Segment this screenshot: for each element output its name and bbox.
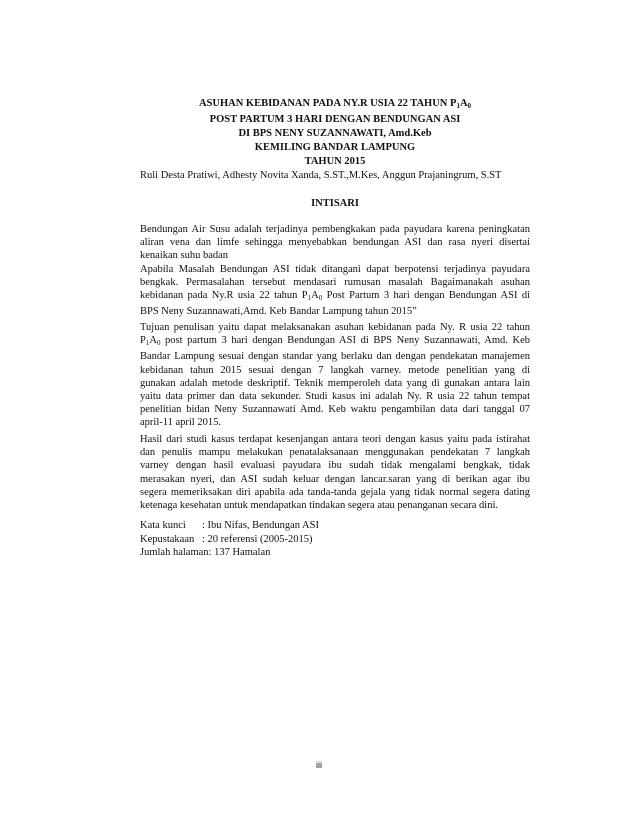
text-line: Hasil dari studi kasus terdapat kesenjangan antara teori dengan kasus yaitu pada istirahat	[140, 434, 530, 445]
text-line: varney dengan hasil evaluasi payudara ibu sudah tidak mengalami bengkak, tidak	[140, 460, 530, 472]
section-heading: INTISARI	[311, 198, 359, 209]
keywords-block	[140, 519, 319, 560]
abstract-paragraph-2	[140, 321, 530, 430]
text-line: yaitu data primer dan data sekunder. Studi kasus ini adalah Ny. R usia 22 tahun tempat	[140, 391, 530, 403]
keyword-row	[140, 519, 319, 533]
keyword-value: : Ibu Nifas, Bendungan ASI	[202, 520, 319, 531]
text-line: penelitian bidan Neny Suzannawati Amd. Keb waktu pengambilan data dari tanggal 07	[140, 404, 530, 416]
text-line: BPS Neny Suzannawati,Amd. Keb Bandar Lampung tahun 2015”	[140, 306, 417, 318]
title-line-1: ASUHAN KEBIDANAN PADA NY.R USIA 22 TAHUN $P_1A_0$	[198, 98, 472, 110]
title-line-4: KEMILING BANDAR LAMPUNG	[254, 142, 416, 153]
keyword-value: : 20 referensi (2005-2015)	[202, 533, 313, 545]
text-line: $P_1A_0$ post partum 3 hari dengan Bendungan ASI di BPS Neny Suzannawati, Amd. Keb	[140, 335, 530, 348]
page-number: iii	[316, 760, 322, 770]
keyword-value: 137 Hamalan	[211, 547, 271, 558]
abstract-paragraph-1	[140, 223, 530, 318]
abstract-paragraph-3	[140, 433, 530, 512]
text-line: kenaikan suhu badan	[140, 250, 229, 262]
text-line: dan penulis mampu melakukan penatalaksanaan menggunakan pendekatan 7 langkah	[140, 447, 530, 459]
text-line: aliran vena dan limfe sehingga menyebabkan bendungan ASI dan rasa nyeri disertai	[140, 237, 530, 249]
text-line: Tujuan penulisan yaitu dapat melaksanakan asuhan kebidanan pada Ny. R usia 22 tahun	[140, 322, 530, 333]
text-line: Apabila Masalah Bendungan ASI tidak ditangani dapat berpotensi terjadinya payudara	[140, 263, 530, 275]
keyword-label: Jumlah halaman:	[140, 547, 212, 558]
title-line-2: POST PARTUM 3 HARI DENGAN BENDUNGAN ASI	[209, 114, 461, 125]
title-line-3: DI BPS NENY SUZANNAWATI, Amd.Keb	[238, 128, 432, 139]
keyword-label: Kepustakaan	[140, 533, 195, 545]
text-line: Bendungan Air Susu adalah terjadinya pembengkakan pada payudara karena peningkatan	[140, 224, 530, 235]
text-line: kebidanan tahun 2015 sesuai dengan 7 langkah varney. metode penelitian yang di	[140, 364, 530, 376]
text-line: bengkak. Permasalahan tersebut mendasari rumusan masalah Bagaimanakah asuhan	[140, 276, 530, 288]
keyword-row	[140, 546, 319, 560]
text-line: merasakan nyeri, dan ASI sudah keluar dengan lancar.saran yang di berikan agar ibu	[140, 473, 530, 485]
text-line: segera memeriksakan diri apabila ada tanda-tanda gejala yang tidak normal segera dating	[140, 486, 530, 498]
text-line: Bandar Lampung sesuai dengan standar yang berlaku dan dengan pendekatan manajemen	[140, 351, 530, 363]
keyword-row	[140, 533, 319, 547]
keyword-label: Kata kunci	[140, 520, 186, 531]
text-line: kebidanan pada Ny.R usia 22 tahun $P_1A_0$ Post Partum 3 hari dengan Bendungan ASI di	[140, 290, 530, 303]
text-line: gunakan adalah metode deskriptif. Teknik memperoleh data yang di gunakan antara lain	[140, 377, 530, 389]
text-line: ketenaga kesehatan untuk mendapatkan tindakan segera atau penanganan secara dini.	[140, 500, 499, 512]
text-line: april-11 april 2015.	[140, 417, 221, 429]
authors: Ruli Desta Pratiwi, Adhesty Novita Xanda, S.ST.,M.Kes, Anggun Prajaningrum, S.ST	[140, 170, 502, 181]
document-title	[140, 97, 530, 169]
title-line-5: TAHUN 2015	[304, 156, 366, 167]
